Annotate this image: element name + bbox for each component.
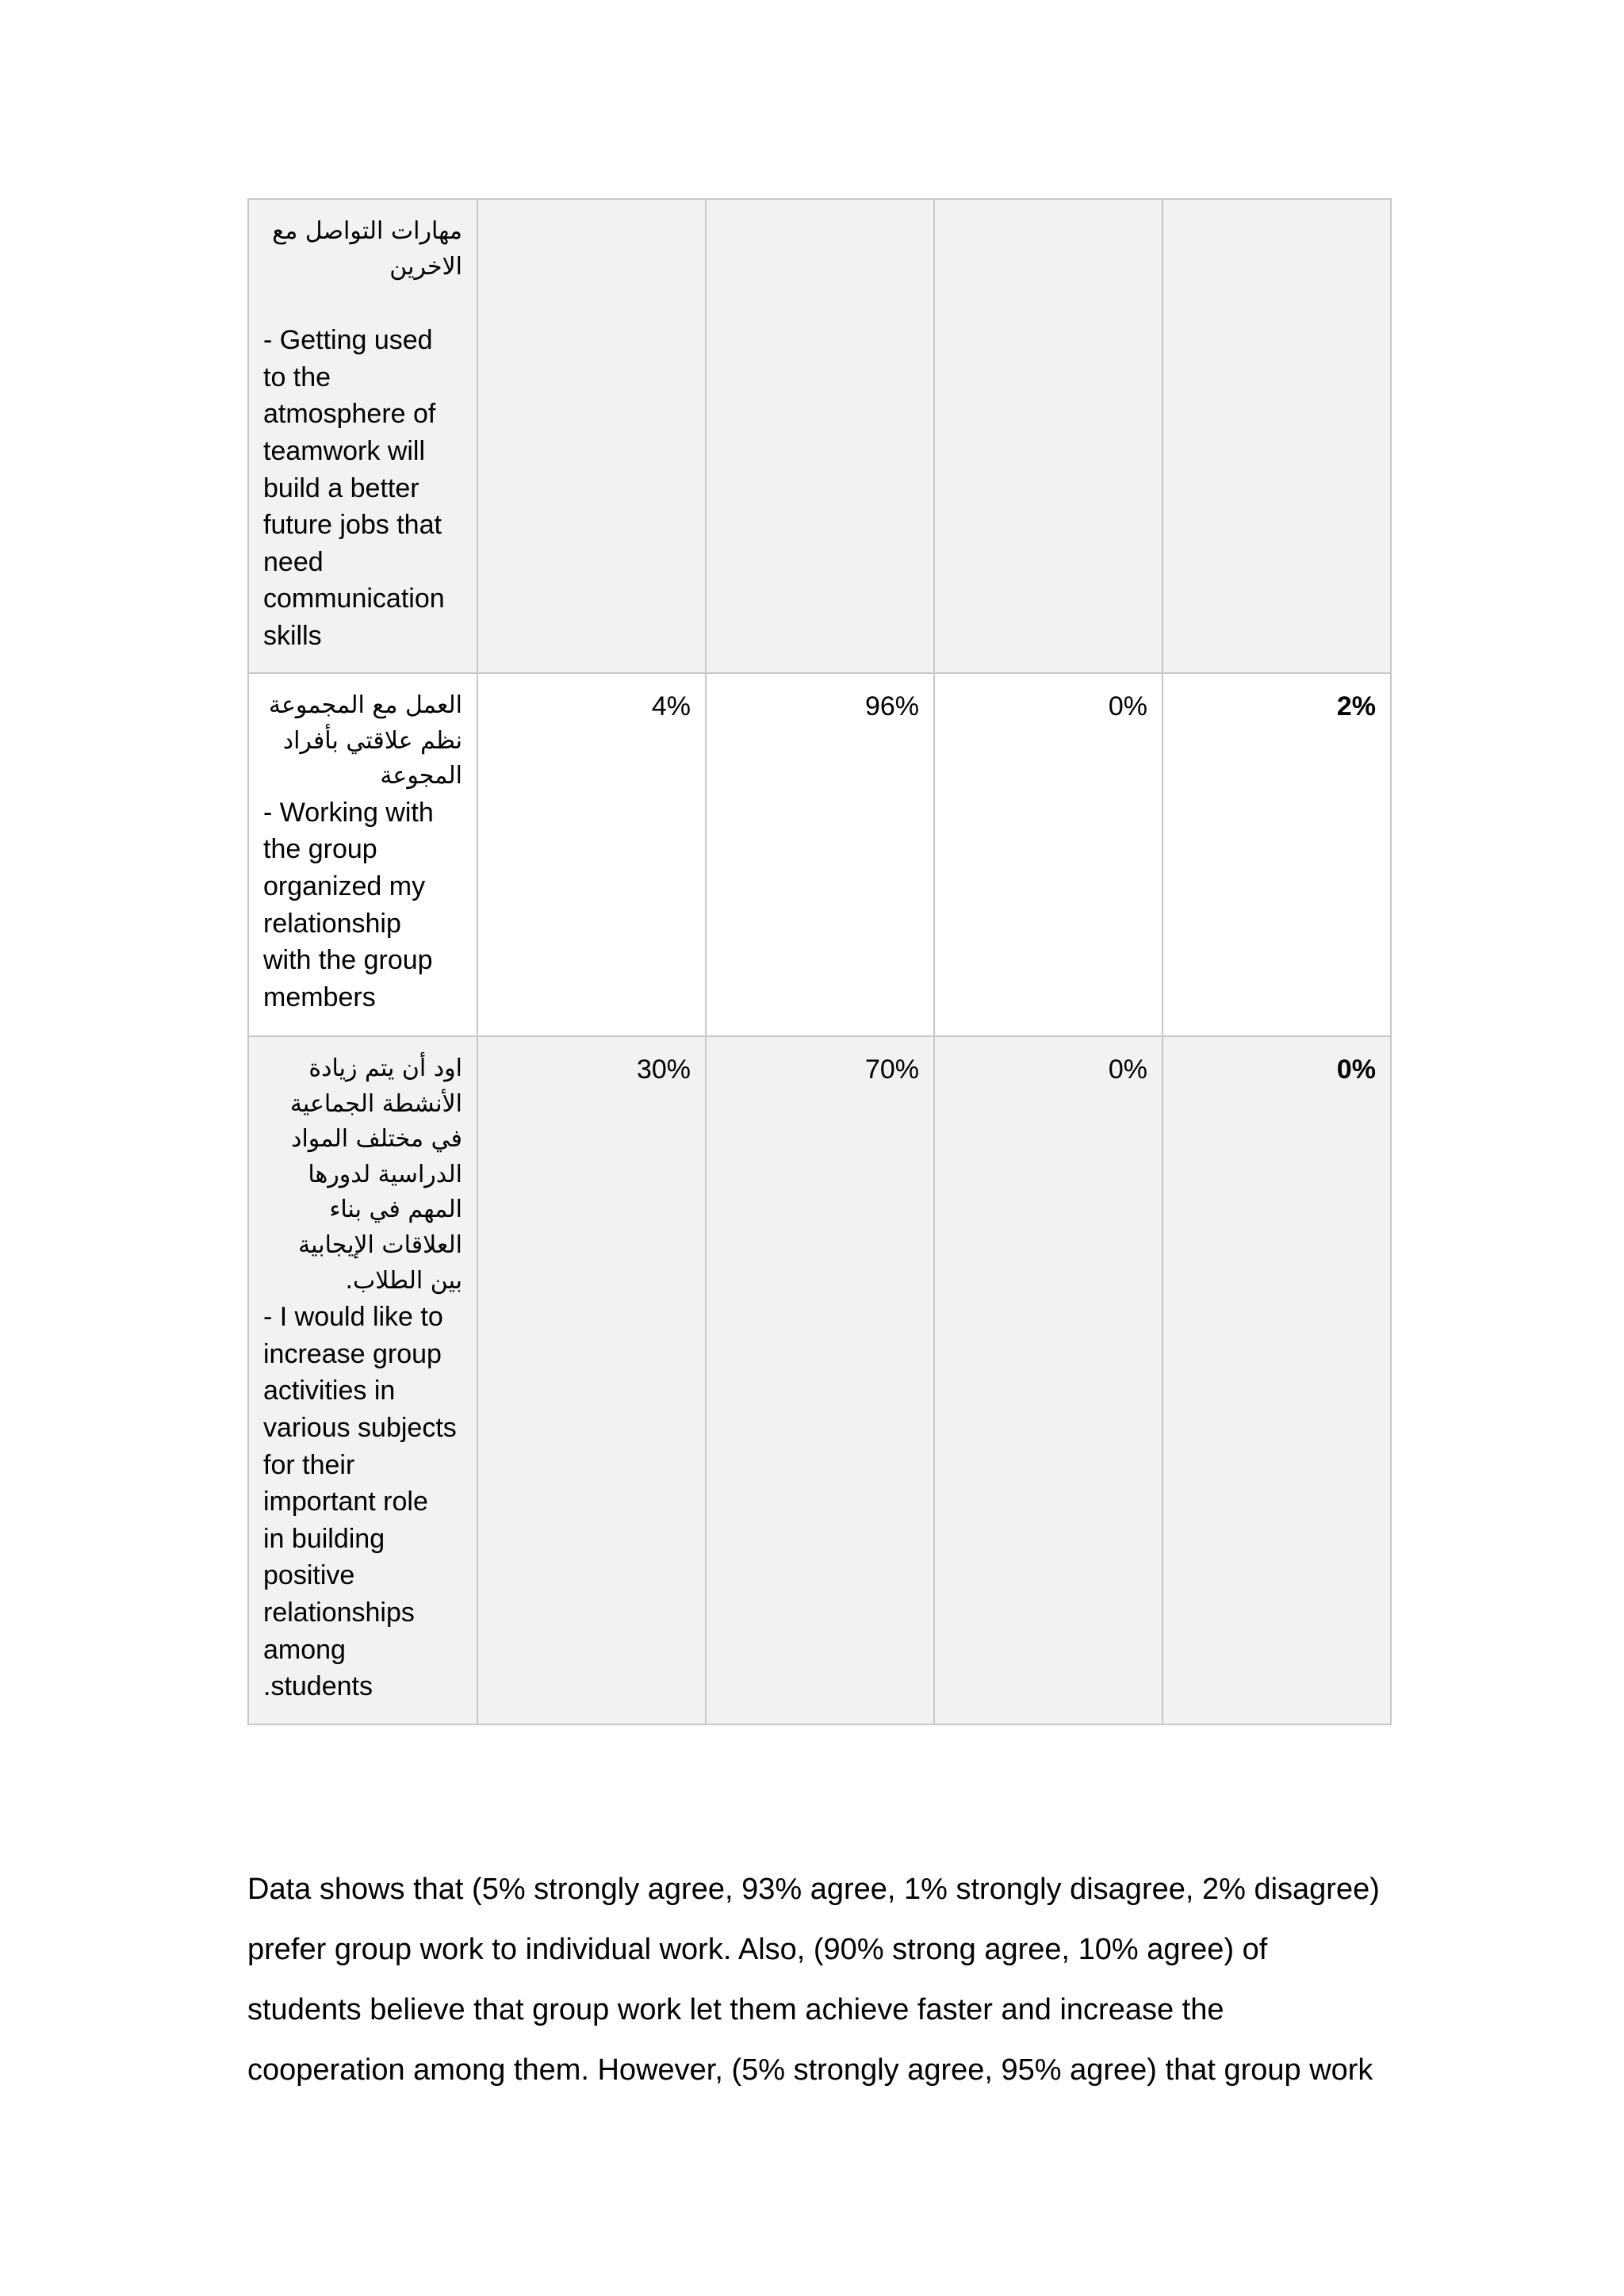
paragraph-line: prefer group work to individual work. Also, (90% strong agree, 10% agree) of [247,1933,1268,1966]
body-paragraph [247,1859,1397,2100]
statement-arabic: مهارات التواصل مع الاخرين [272,217,462,281]
strongly-agree-cell [477,199,706,673]
strongly-agree-cell: 4% [477,673,706,1036]
statement-cell [248,673,477,1036]
strongly-disagree-cell: 0% [934,673,1162,1036]
table-row [248,199,1391,673]
strongly-disagree-cell [934,199,1162,673]
statement-cell [248,199,477,673]
paragraph-line: Data shows that (5% strongly agree, 93% agree, 1% strongly disagree, 2% disagree) [247,1873,1380,1906]
statement-arabic: اود أن يتم زيادة الأنشطة الجماعية في مختلف المواد الدراسية لدورها المهم في بناء العلاقات الإيجابية بين الطلاب. [289,1054,462,1295]
table-row [248,673,1391,1036]
strongly-agree-cell: 30% [477,1036,706,1724]
agree-cell: 96% [706,673,934,1036]
table-row [248,1036,1391,1724]
disagree-cell: 0% [1162,1036,1391,1724]
agree-cell [706,199,934,673]
paragraph-line: cooperation among them. However, (5% strongly agree, 95% agree) that group work [247,2053,1373,2087]
disagree-cell [1162,199,1391,673]
survey-results-table [247,198,1392,1725]
statement-english: - I would like to increase group activities in various subjects for their important role in building positive relationships among .students [263,1302,457,1702]
paragraph-line: students believe that group work let them achieve faster and increase the [247,1993,1224,2026]
disagree-cell: 2% [1162,673,1391,1036]
strongly-disagree-cell: 0% [934,1036,1162,1724]
statement-english: - Getting used to the atmosphere of teamwork will build a better future jobs that need communication skills [263,325,445,651]
statement-cell [248,1036,477,1724]
statement-english: - Working with the group organized my relationship with the group members [263,797,434,1012]
agree-cell: 70% [706,1036,934,1724]
statement-arabic: العمل مع المجموعة نظم علاقتي بأفراد المجوعة [268,691,462,790]
